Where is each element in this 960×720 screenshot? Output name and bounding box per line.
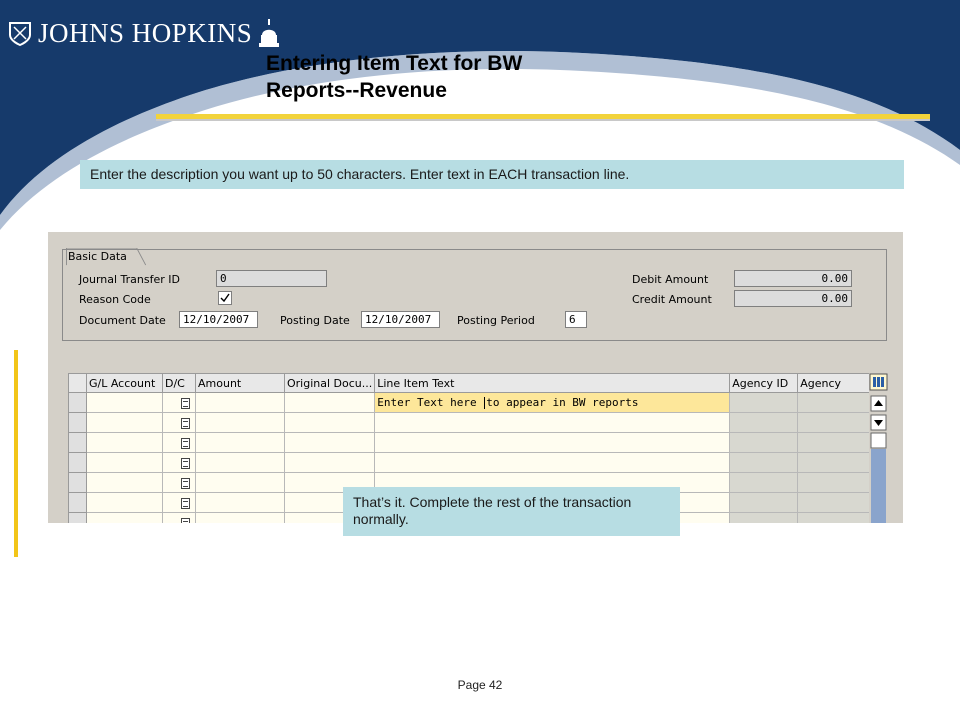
- reason-code-checkbox[interactable]: [218, 291, 232, 305]
- agency-id-cell: [730, 513, 798, 524]
- row-selector[interactable]: [69, 493, 87, 513]
- row-selector[interactable]: [69, 473, 87, 493]
- amount-cell[interactable]: [196, 433, 285, 453]
- agency-cell: [798, 513, 870, 524]
- col-amount[interactable]: Amount: [196, 374, 285, 393]
- scroll-up-button[interactable]: [871, 396, 886, 411]
- scroll-down-button[interactable]: [871, 415, 886, 430]
- document-date-label: Document Date: [79, 314, 166, 327]
- col-gl-account[interactable]: G/L Account: [87, 374, 163, 393]
- original-document-cell[interactable]: [285, 433, 375, 453]
- row-selector[interactable]: [69, 453, 87, 473]
- original-document-cell[interactable]: [285, 413, 375, 433]
- document-date-field[interactable]: 12/10/2007: [179, 311, 258, 328]
- table-row: [69, 433, 870, 453]
- gl-account-cell[interactable]: [87, 493, 163, 513]
- dome-icon: [258, 19, 280, 49]
- document-icon[interactable]: [181, 498, 190, 509]
- line-item-text-cell[interactable]: [375, 393, 730, 413]
- document-icon[interactable]: [181, 418, 190, 429]
- document-icon[interactable]: [181, 438, 190, 449]
- dc-cell[interactable]: [163, 393, 196, 413]
- agency-id-cell: [730, 473, 798, 493]
- basic-data-tab-label: Basic Data: [68, 250, 127, 263]
- dc-cell[interactable]: [163, 513, 196, 524]
- gl-account-cell[interactable]: [87, 393, 163, 413]
- credit-amount-label: Credit Amount: [632, 293, 712, 306]
- slide-title-line1: Entering Item Text for BW: [266, 52, 523, 75]
- agency-cell: [798, 473, 870, 493]
- agency-id-cell: [730, 453, 798, 473]
- col-dc[interactable]: D/C: [163, 374, 196, 393]
- scroll-thumb[interactable]: [871, 433, 886, 448]
- row-selector[interactable]: [69, 513, 87, 524]
- original-document-cell[interactable]: [285, 393, 375, 413]
- posting-period-label: Posting Period: [457, 314, 535, 327]
- sap-screen: [48, 232, 903, 523]
- col-agency[interactable]: Agency: [798, 374, 870, 393]
- original-document-cell[interactable]: [285, 453, 375, 473]
- agency-id-cell: [730, 433, 798, 453]
- row-selector[interactable]: [69, 433, 87, 453]
- col-original-document[interactable]: Original Docu...: [285, 374, 375, 393]
- left-accent-bar: [14, 350, 18, 557]
- reason-code-label: Reason Code: [79, 293, 151, 306]
- table-row: [69, 393, 870, 413]
- agency-id-cell: [730, 393, 798, 413]
- agency-cell: [798, 413, 870, 433]
- instruction-box: Enter the description you want up to 50 characters. Enter text in EACH transaction line.: [80, 160, 904, 189]
- journal-transfer-id-field[interactable]: 0: [216, 270, 327, 287]
- gl-account-cell[interactable]: [87, 413, 163, 433]
- page-number: Page 42: [457, 678, 503, 692]
- select-all-cell[interactable]: [69, 374, 87, 393]
- gl-account-cell[interactable]: [87, 433, 163, 453]
- agency-id-cell: [730, 413, 798, 433]
- slide-title-line2: Reports--Revenue: [266, 79, 447, 102]
- gl-account-cell[interactable]: [87, 513, 163, 524]
- slide-title: [266, 50, 522, 104]
- amount-cell[interactable]: [196, 473, 285, 493]
- dc-cell[interactable]: [163, 433, 196, 453]
- gl-account-cell[interactable]: [87, 453, 163, 473]
- agency-id-cell: [730, 493, 798, 513]
- dc-cell[interactable]: [163, 493, 196, 513]
- dc-cell[interactable]: [163, 453, 196, 473]
- shield-icon: [8, 21, 32, 47]
- callout-box: That’s it. Complete the rest of the transaction normally.: [343, 487, 680, 536]
- amount-cell[interactable]: [196, 513, 285, 524]
- agency-cell: [798, 453, 870, 473]
- dc-cell[interactable]: [163, 413, 196, 433]
- university-logo: [8, 18, 280, 49]
- posting-period-field[interactable]: 6: [565, 311, 587, 328]
- line-item-text-cell[interactable]: [375, 453, 730, 473]
- debit-amount-field[interactable]: 0.00: [734, 270, 852, 287]
- row-selector[interactable]: [69, 393, 87, 413]
- col-agency-id[interactable]: Agency ID: [730, 374, 798, 393]
- gl-account-cell[interactable]: [87, 473, 163, 493]
- line-item-text-after-caret: to appear in BW reports: [486, 396, 639, 409]
- table-vertical-scrollbar[interactable]: [869, 373, 888, 523]
- line-item-text-cell[interactable]: [375, 433, 730, 453]
- amount-cell[interactable]: [196, 393, 285, 413]
- row-selector[interactable]: [69, 413, 87, 433]
- posting-date-label: Posting Date: [280, 314, 350, 327]
- dc-cell[interactable]: [163, 473, 196, 493]
- document-icon[interactable]: [181, 478, 190, 489]
- agency-cell: [798, 493, 870, 513]
- checkmark-icon: [219, 292, 231, 304]
- agency-cell: [798, 393, 870, 413]
- document-icon[interactable]: [181, 518, 190, 524]
- amount-cell[interactable]: [196, 413, 285, 433]
- table-row: [69, 413, 870, 433]
- debit-amount-label: Debit Amount: [632, 273, 709, 286]
- table-settings-icon[interactable]: [870, 374, 887, 390]
- line-item-text-before-caret: Enter Text here: [377, 396, 484, 409]
- posting-date-field[interactable]: 12/10/2007: [361, 311, 440, 328]
- document-icon[interactable]: [181, 398, 190, 409]
- journal-transfer-id-label: Journal Transfer ID: [79, 273, 180, 286]
- col-line-item-text[interactable]: Line Item Text: [375, 374, 730, 393]
- university-name: JOHNS HOPKINS: [38, 18, 253, 48]
- table-header-row: [69, 374, 870, 393]
- document-icon[interactable]: [181, 458, 190, 469]
- agency-cell: [798, 433, 870, 453]
- title-underline-shadow: [156, 119, 930, 121]
- amount-cell[interactable]: [196, 493, 285, 513]
- scroll-track[interactable]: [871, 449, 886, 523]
- credit-amount-field[interactable]: 0.00: [734, 290, 852, 307]
- amount-cell[interactable]: [196, 453, 285, 473]
- line-item-text-cell[interactable]: [375, 413, 730, 433]
- table-row: [69, 453, 870, 473]
